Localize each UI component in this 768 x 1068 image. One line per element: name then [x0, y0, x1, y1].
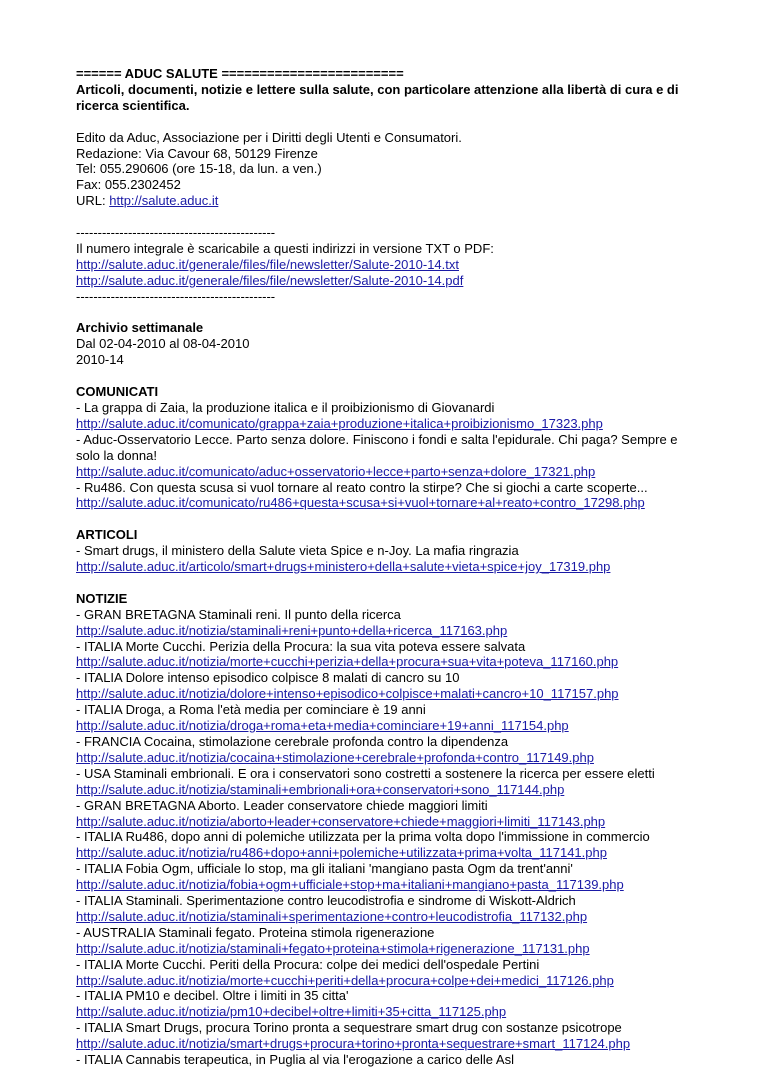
newsletter-document: [76, 66, 696, 1068]
notizie-heading: NOTIZIE: [76, 590, 128, 606]
list-item: - USA Staminali embrionali. E ora i conservatori sono costretti a sostenere la ricerca per essere eletti: [76, 765, 655, 781]
notizie-list: [76, 607, 696, 1068]
list-item: - Ru486. Con questa scusa si vuol tornare al reato contro la stirpe? Che si giochi a carte scoperte...: [76, 479, 648, 495]
archive-heading: Archivio settimanale: [76, 320, 204, 336]
comunicati-list: [76, 400, 696, 511]
separator-bottom: ----------------------------------------------: [76, 288, 276, 304]
publisher-url-link[interactable]: http://salute.aduc.it: [109, 193, 219, 209]
publisher-url-label: URL:: [76, 193, 110, 209]
download-txt-link[interactable]: http://salute.aduc.it/generale/files/file/newsletter/Salute-2010-14.txt: [76, 256, 459, 272]
list-item: - FRANCIA Cocaina, stimolazione cerebrale profonda contro la dipendenza: [76, 733, 509, 749]
list-item: - GRAN BRETAGNA Staminali reni. Il punto della ricerca: [76, 606, 401, 622]
list-item-link[interactable]: http://salute.aduc.it/notizia/aborto+leader+conservatore+chiede+maggiori+limiti_117143.php: [76, 813, 606, 829]
publisher-url-line: [76, 193, 696, 209]
list-item: - ITALIA Fobia Ogm, ufficiale lo stop, ma gli italiani 'mangiano pasta Ogm da trent'anni': [76, 861, 573, 877]
list-item: - GRAN BRETAGNA Aborto. Leader conservatore chiede maggiori limiti: [76, 797, 488, 813]
download-pdf-link[interactable]: http://salute.aduc.it/generale/files/file/newsletter/Salute-2010-14.pdf: [76, 272, 464, 288]
list-item-link[interactable]: http://salute.aduc.it/notizia/dolore+intenso+episodico+colpisce+malati+cancro+10_117157.php: [76, 686, 619, 702]
publisher-fax: Fax: 055.2302452: [76, 177, 181, 193]
publisher-tel: Tel: 055.290606 (ore 15-18, da lun. a ven.): [76, 161, 322, 177]
list-item: - Smart drugs, il ministero della Salute vieta Spice e n-Joy. La mafia ringrazia: [76, 543, 519, 559]
list-item: - AUSTRALIA Staminali fegato. Proteina stimola rigenerazione: [76, 924, 435, 940]
list-item-link[interactable]: http://salute.aduc.it/notizia/morte+cucchi+perizia+della+procura+sua+vita+poteva_117160.php: [76, 654, 619, 670]
list-item: - ITALIA Staminali. Sperimentazione contro leucodistrofia e sindrome di Wiskott-Aldrich: [76, 893, 576, 909]
archive-range: Dal 02-04-2010 al 08-04-2010: [76, 336, 250, 352]
list-item-link[interactable]: http://salute.aduc.it/notizia/staminali+reni+punto+della+ricerca_117163.php: [76, 622, 508, 638]
articoli-list: [76, 543, 696, 575]
list-item-link[interactable]: http://salute.aduc.it/articolo/smart+drugs+ministero+della+salute+vieta+spice+joy_17319.php: [76, 559, 611, 575]
list-item: - ITALIA Morte Cucchi. Perizia della Procura: la sua vita poteva essere salvata: [76, 638, 526, 654]
list-item: - ITALIA Dolore intenso episodico colpisce 8 malati di cancro su 10: [76, 670, 460, 686]
list-item-link[interactable]: http://salute.aduc.it/notizia/staminali+embrionali+ora+conservatori+sono_117144.php: [76, 781, 565, 797]
download-intro: Il numero integrale è scaricabile a questi indirizzi in versione TXT o PDF:: [76, 240, 494, 256]
list-item: - ITALIA Ru486, dopo anni di polemiche utilizzata per la prima volta dopo l'immissione in commercio: [76, 829, 650, 845]
list-item-link[interactable]: http://salute.aduc.it/notizia/pm10+decibel+oltre+limiti+35+citta_117125.php: [76, 1004, 507, 1020]
list-item: - ITALIA Cannabis terapeutica, in Puglia al via l'erogazione a carico delle Asl: [76, 1052, 514, 1068]
separator-top: ----------------------------------------------: [76, 225, 276, 241]
list-item-link[interactable]: http://salute.aduc.it/notizia/fobia+ogm+ufficiale+stop+ma+italiani+mangiano+pasta_117139.php: [76, 877, 624, 893]
list-item-link[interactable]: http://salute.aduc.it/notizia/staminali+sperimentazione+contro+leucodistrofia_117132.php: [76, 908, 588, 924]
list-item: - ITALIA Smart Drugs, procura Torino pronta a sequestrare smart drug con sostanze psicotrope: [76, 1020, 622, 1036]
comunicati-heading: COMUNICATI: [76, 384, 159, 400]
list-item: - ITALIA Morte Cucchi. Periti della Procura: colpe dei medici dell'ospedale Pertini: [76, 956, 540, 972]
list-item-link[interactable]: http://salute.aduc.it/comunicato/ru486+questa+scusa+si+vuol+tornare+al+reato+contro_17298.php: [76, 495, 645, 511]
publisher-address: Redazione: Via Cavour 68, 50129 Firenze: [76, 145, 318, 161]
list-item-link[interactable]: http://salute.aduc.it/notizia/smart+drugs+procura+torino+pronta+sequestrare+smart_117124.php: [76, 1036, 631, 1052]
newsletter-title: ====== ADUC SALUTE ========================: [76, 66, 404, 81]
list-item-link[interactable]: http://salute.aduc.it/notizia/cocaina+stimolazione+cerebrale+profonda+contro_117149.php: [76, 749, 594, 765]
list-item-link[interactable]: http://salute.aduc.it/comunicato/grappa+zaia+produzione+italica+proibizionismo_17323.php: [76, 415, 603, 431]
list-item-link[interactable]: http://salute.aduc.it/notizia/ru486+dopo+anni+polemiche+utilizzata+prima+volta_117141.php: [76, 845, 607, 861]
list-item: - La grappa di Zaia, la produzione italica e il proibizionismo di Giovanardi: [76, 399, 495, 415]
articoli-heading: ARTICOLI: [76, 527, 138, 543]
list-item-link[interactable]: http://salute.aduc.it/notizia/droga+roma+eta+media+cominciare+19+anni_117154.php: [76, 718, 569, 734]
list-item-link[interactable]: http://salute.aduc.it/comunicato/aduc+osservatorio+lecce+parto+senza+dolore_17321.php: [76, 463, 596, 479]
archive-issue: 2010-14: [76, 352, 124, 368]
list-item-link[interactable]: http://salute.aduc.it/notizia/morte+cucchi+periti+della+procura+colpe+dei+medici_117126.php: [76, 972, 614, 988]
list-item: - ITALIA Droga, a Roma l'età media per cominciare è 19 anni: [76, 702, 426, 718]
list-item: - ITALIA PM10 e decibel. Oltre i limiti in 35 citta': [76, 988, 349, 1004]
list-item: - Aduc-Osservatorio Lecce. Parto senza dolore. Finiscono i fondi e salta l'epidurale. Chi paga? Sempre e solo la donna!: [76, 431, 678, 463]
newsletter-subtitle: Articoli, documenti, notizie e lettere sulla salute, con particolare attenzione alla libertà di cura e di ricerca scientifica.: [76, 81, 679, 113]
publisher-edited-by: Edito da Aduc, Associazione per i Diritti degli Utenti e Consumatori.: [76, 129, 462, 145]
list-item-link[interactable]: http://salute.aduc.it/notizia/staminali+fegato+proteina+stimola+rigenerazione_117131.php: [76, 940, 590, 956]
